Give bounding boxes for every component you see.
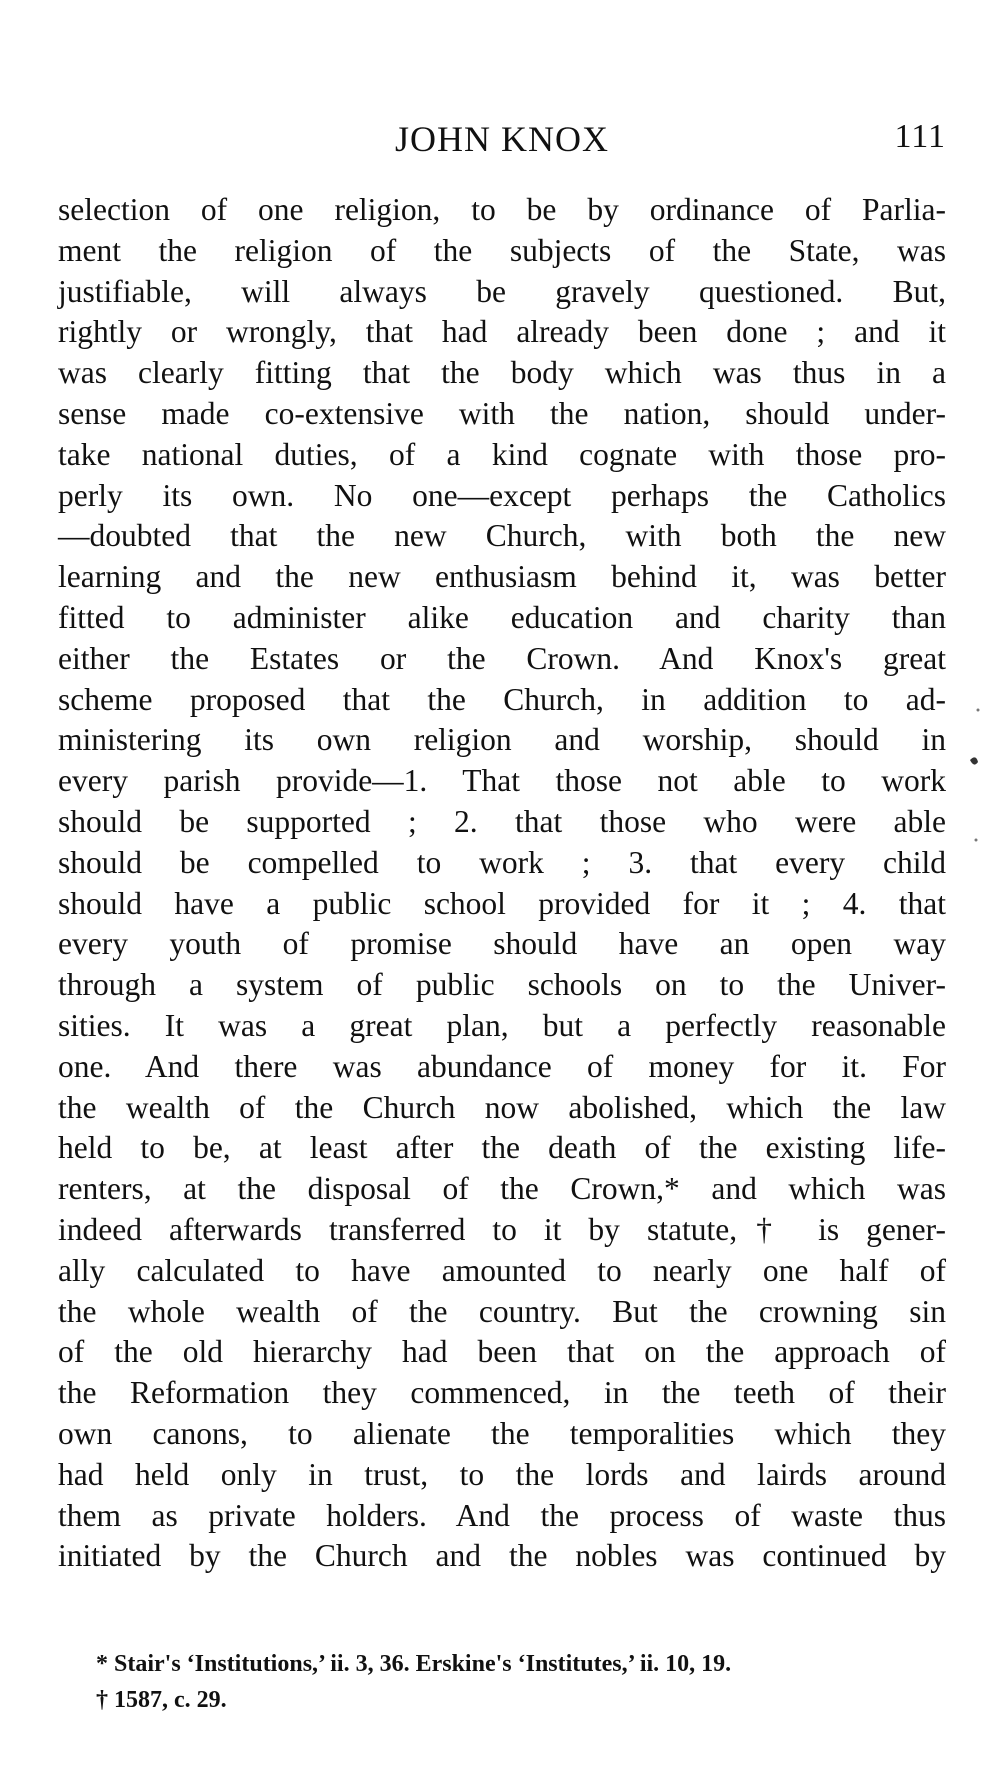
text-line: indeed afterwards transferred to it by statute,† is gener- bbox=[58, 1211, 946, 1247]
text-line: one. And there was abundance of money for it. For bbox=[58, 1048, 946, 1084]
footnote: † 1587, c. 29. bbox=[96, 1687, 227, 1713]
text-line: of the old hierarchy had been that on the approach of bbox=[58, 1334, 946, 1370]
text-line: held to be, at least after the death of the existing life- bbox=[58, 1130, 946, 1166]
text-line: them as private holders. And the process of waste thus bbox=[58, 1497, 946, 1533]
text-line: had held only in trust, to the lords and lairds around bbox=[58, 1456, 946, 1492]
ink-speck bbox=[970, 757, 978, 764]
text-line: ministering its own religion and worship, should in bbox=[58, 722, 946, 758]
running-title: JOHN KNOX bbox=[395, 119, 609, 159]
text-line: justifiable, will always be gravely questioned. But, bbox=[58, 273, 946, 309]
body-text bbox=[58, 190, 946, 1577]
running-head bbox=[58, 118, 946, 168]
text-line: fitted to administer alike education and charity than bbox=[58, 599, 946, 635]
text-line: renters, at the disposal of the Crown,* and which was bbox=[58, 1171, 946, 1207]
footnotes bbox=[96, 1646, 946, 1718]
ink-speck bbox=[977, 709, 980, 712]
text-line: ment the religion of the subjects of the State, was bbox=[58, 232, 946, 268]
text-line: selection of one religion, to be by ordinance of Parlia- bbox=[58, 192, 946, 227]
text-line: perly its own. No one—except perhaps the Catholics bbox=[58, 477, 946, 513]
text-line: should have a public school provided for it ; 4. that bbox=[58, 885, 946, 921]
text-line: take national duties, of a kind cognate with those pro- bbox=[58, 436, 946, 472]
text-line: sense made co-extensive with the nation, should under- bbox=[58, 395, 946, 431]
text-line: every parish provide—1. That those not able to work bbox=[58, 763, 946, 799]
footnote: * Stair's ‘Institutions,’ ii. 3, 36. Erskine's ‘Institutes,’ ii. 10, 19. bbox=[96, 1651, 732, 1677]
text-line: own canons, to alienate the temporalities which they bbox=[58, 1415, 946, 1451]
text-line: scheme proposed that the Church, in addition to ad- bbox=[58, 681, 946, 717]
text-line: the wealth of the Church now abolished, which the law bbox=[58, 1089, 946, 1125]
text-line: should be compelled to work ; 3. that every child bbox=[58, 844, 946, 880]
text-line: was clearly fitting that the body which was thus in a bbox=[58, 355, 946, 391]
margin-specks bbox=[956, 700, 986, 860]
text-line: ally calculated to have amounted to nearly one half of bbox=[58, 1252, 946, 1288]
text-line: the Reformation they commenced, in the teeth of their bbox=[58, 1375, 946, 1411]
text-line: every youth of promise should have an open way bbox=[58, 926, 946, 962]
text-line: the whole wealth of the country. But the crowning sin bbox=[58, 1293, 946, 1329]
text-line: rightly or wrongly, that had already been done ; and it bbox=[58, 314, 946, 350]
text-line: either the Estates or the Crown. And Knox's great bbox=[58, 640, 946, 676]
text-line: —doubted that the new Church, with both the new bbox=[58, 518, 946, 554]
text-line: through a system of public schools on to the Univer- bbox=[58, 967, 946, 1003]
text-line: initiated by the Church and the nobles was continued by bbox=[58, 1538, 946, 1574]
text-line: should be supported ; 2. that those who were able bbox=[58, 803, 946, 839]
text-line: sities. It was a great plan, but a perfectly reasonable bbox=[58, 1007, 946, 1043]
text-line: learning and the new enthusiasm behind it, was better bbox=[58, 559, 946, 595]
page-number: 111 bbox=[894, 118, 946, 155]
ink-speck bbox=[975, 839, 978, 842]
